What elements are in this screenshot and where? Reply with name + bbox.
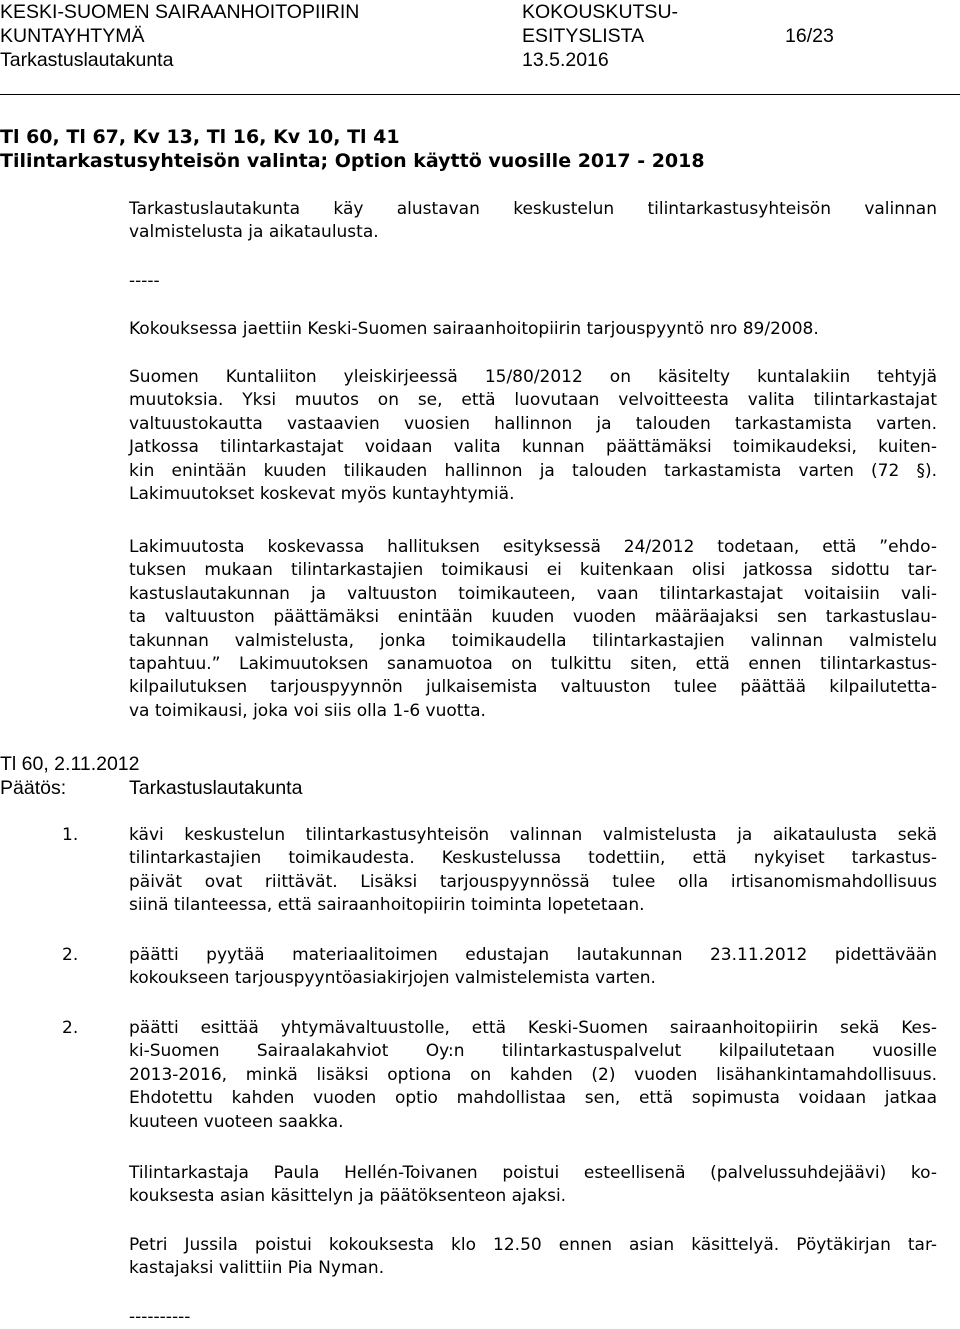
text-line: 2013-2016, minkä lisäksi optiona on kahden (2) vuoden lisähankintamahdollisuus. bbox=[129, 1064, 937, 1085]
text-line: tuksen mukaan tilintarkastajien toimikausi ei kuitenkaan olisi jatkossa sidottu tar- bbox=[129, 560, 937, 581]
text-line: va toimikausi, joka voi siis olla 1-6 vuotta. bbox=[129, 700, 486, 721]
kuntaliitto-paragraph bbox=[129, 366, 937, 506]
section-title: Tilintarkastusyhteisön valinta; Option käyttö vuosille 2017 - 2018 bbox=[0, 150, 705, 172]
meeting-handout-paragraph bbox=[129, 318, 937, 341]
text-line: ki-Suomen Sairaalakahviot Oy:n tilintarkastuspalvelut kilpailutetaan vuosille bbox=[129, 1041, 937, 1062]
text-line: tilintarkastajien toimikaudesta. Keskustelussa todettiin, että nykyiset tarkastus- bbox=[129, 848, 937, 869]
header-page-number: 16/23 bbox=[785, 25, 834, 47]
text-line: Suomen Kuntaliiton yleiskirjeessä 15/80/2012 on käsitelty kuntalakiin tehtyjä bbox=[129, 367, 937, 387]
text-line: siinä tilanteessa, että sairaanhoitopiirin toiminta lopetetaan. bbox=[129, 895, 645, 916]
text-line: takunnan valmistelusta, jonka toimikaudella tilintarkastajien valinnan valmistelu bbox=[129, 630, 937, 651]
text-line: Tilintarkastaja Paula Hellén-Toivanen poistui esteellisenä (palvelussuhdejäävi) ko- bbox=[129, 1163, 937, 1183]
text-line: Lakimuutosta koskevassa hallituksen esityksessä 24/2012 todetaan, että ”ehdo- bbox=[129, 537, 937, 557]
text-line: valmistelusta ja aikataulusta. bbox=[129, 222, 379, 243]
text-line: Petri Jussila poistui kokouksesta klo 12.50 ennen asian käsittelyä. Pöytäkirjan tar- bbox=[129, 1235, 937, 1255]
decision-label: Päätös: bbox=[0, 777, 67, 799]
text-line: ta valtuuston päättämäksi enintään kuuden vuoden määräajaksi sen tarkastuslau- bbox=[129, 607, 937, 628]
section-references: Tl 60, Tl 67, Kv 13, Tl 16, Kv 10, Tl 41 bbox=[0, 126, 400, 148]
text-line: Ehdotettu kahden vuoden optio mahdollistaa sen, että sopimusta voidaan jatkaa bbox=[129, 1088, 937, 1109]
text-line: kin enintään kuuden tilikauden hallinnon ja talouden tarkastamista varten (72 §). bbox=[129, 460, 937, 481]
text-line: päätti pyytää materiaalitoimen edustajan lautakunnan 23.11.2012 pidettävään bbox=[129, 945, 937, 965]
text-line: ----- bbox=[129, 271, 160, 291]
header-divider bbox=[0, 94, 960, 95]
text-line: kastuslautakunnan ja valtuuston toimikauteen, vaan tilintarkastajat voitaisiin vali- bbox=[129, 583, 937, 604]
end-separator bbox=[129, 1306, 937, 1329]
meeting-reference: Tl 60, 2.11.2012 bbox=[0, 753, 140, 775]
decision-text bbox=[129, 1017, 937, 1134]
decision-number: 2. bbox=[62, 1018, 79, 1038]
text-line: tapahtuu.” Lakimuutoksen sanamuotoa on tulkittu siten, että ennen tilintarkastus- bbox=[129, 654, 937, 675]
decision-text bbox=[129, 824, 937, 918]
decision-number: 1. bbox=[62, 825, 79, 845]
disqualification-paragraph bbox=[129, 1162, 937, 1209]
text-line: kilpailutuksen tarjouspyynnön julkaisemista valtuuston tulee päättää kilpailutetta- bbox=[129, 677, 937, 698]
decision-text bbox=[129, 944, 937, 991]
text-line: kokoukseen tarjouspyyntöasiakirjojen valmistelemista varten. bbox=[129, 968, 656, 989]
text-line: kouksesta asian käsittelyn ja päätöksenteon ajaksi. bbox=[129, 1186, 567, 1207]
law-change-paragraph bbox=[129, 536, 937, 723]
text-line: ---------- bbox=[129, 1307, 191, 1327]
intro-paragraph bbox=[129, 198, 937, 245]
text-line: Kokouksessa jaettiin Keski-Suomen sairaanhoitopiirin tarjouspyyntö nro 89/2008. bbox=[129, 319, 819, 339]
text-line: Jatkossa tilintarkastajat voidaan valita kunnan päättämäksi toimikaudeksi, kuiten- bbox=[129, 437, 937, 458]
text-line: muutoksia. Yksi muutos on se, että luovutaan velvoitteesta valita tilintarkastajat bbox=[129, 390, 937, 411]
header-org-line1: KESKI-SUOMEN SAIRAANHOITOPIIRIN bbox=[0, 1, 360, 23]
departure-paragraph bbox=[129, 1234, 937, 1281]
decision-number: 2. bbox=[62, 945, 79, 965]
text-line: kastajaksi valittiin Pia Nyman. bbox=[129, 1258, 385, 1279]
header-org-line3: Tarkastuslautakunta bbox=[0, 49, 174, 71]
header-doc-type-line1: KOKOUSKUTSU- bbox=[522, 1, 679, 23]
text-line: päätti esittää yhtymävaltuustolle, että Keski-Suomen sairaanhoitopiirin sekä Kes- bbox=[129, 1018, 937, 1038]
header-org-line2: KUNTAYHTYMÄ bbox=[0, 25, 145, 47]
header-date: 13.5.2016 bbox=[522, 49, 609, 71]
text-line: kuuteen vuoteen saakka. bbox=[129, 1111, 344, 1132]
text-line: Tarkastuslautakunta käy alustavan keskustelun tilintarkastusyhteisön valinnan bbox=[129, 199, 937, 219]
decision-body: Tarkastuslautakunta bbox=[129, 777, 303, 799]
text-line: kävi keskustelun tilintarkastusyhteisön valinnan valmistelusta ja aikataulusta sekä bbox=[129, 825, 937, 845]
text-line: valtuustokautta vastaavien vuosien hallinnon ja talouden tarkastamista varten. bbox=[129, 413, 937, 434]
text-line: Lakimuutokset koskevat myös kuntayhtymiä. bbox=[129, 484, 515, 505]
separator-dashes bbox=[129, 270, 937, 293]
text-line: päivät ovat riittävät. Lisäksi tarjouspyynnössä tulee olla irtisanomismahdollisuus bbox=[129, 871, 937, 892]
header-doc-type-line2: ESITYSLISTA bbox=[522, 25, 645, 47]
